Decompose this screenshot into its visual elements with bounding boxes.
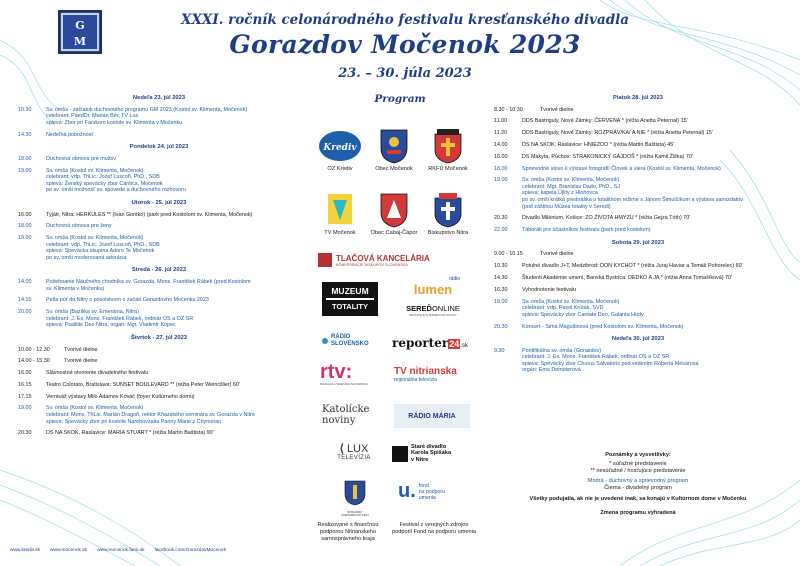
legend [494,452,782,517]
event-description: Nedeľná pobožnosť [46,131,94,138]
legend-black-note: Čierna - divadelný program [604,485,672,491]
event-description: Pontifikálna sv. omša (Gorazdov) celebrant: J. Ex. Mons. František Rábek, ordinár OS a OZ SR spieva: Spevácky zbor Chorus Salvatoris pod vedením Róberta Mésárosa orgán: Ema Demeterová [522,347,699,374]
event-description: Duchovná obnova pre ženy [46,223,112,230]
program-event [18,358,300,365]
radio-maria-title: RÁDIO MÁRIA [408,412,456,420]
lux-subtitle: TELEVÍZIA [337,455,371,461]
event-time: 10.30 [494,263,508,270]
festival-dates: 23. – 30. júla 2023 [338,66,472,81]
legend-star2: ** nesúťažné / hosťujúce predstavenie [590,468,686,474]
tk-kbs-subtitle: KONFERENCIE BISKUPOV SLOVENSKA [336,262,408,267]
program-event [494,287,782,294]
program-event [494,299,782,319]
event-time: 11.20 [494,130,508,137]
event-time: 17.15 [18,393,32,400]
partner-obec-cabaj-label: Obec Cabaj-Čápor [370,230,418,236]
event-time: 20.30 [494,323,508,330]
partner-biskupstvo [422,192,474,236]
legend-reserve: Zmena programu vyhradená [600,510,676,516]
program-event [494,142,782,149]
event-description: Sv. omša (Kostol sv. Klimenta, Močenok) celebrant: vdp. ThLic. Jozef Luscoň, PhD., SDB spieva: Spevácka skupina Adoro Te Močenok po sv. omši moderovaná adorácia [46,235,160,261]
event-description: Potulné divadlo J+T, Medzibrod: DON KYCHOT * (réžia Juraj Haviar a Tomáš Pohorelec) 60' [522,263,743,270]
event-description: Požehnanie Náučného chodníka sv. Gorazda, Mons. František Rábek (pred Kostolom sv. Klimenta v Močenku) [46,279,251,292]
day-heading: Nedeľa 23. júl 2023 [132,95,186,101]
program-event [494,251,782,258]
program-event [18,394,300,401]
event-time: 18.00 [494,298,508,305]
program-event [18,279,300,292]
event-description: Peša púť do Nitry s posolstvom o začatí Gorazdovho Močenku 2023 [46,297,209,304]
festival-title: Gorazdov Močenok 2023 [229,30,581,59]
program-event [494,154,782,161]
totality-title: TOTALITY [332,302,368,311]
program-event [494,118,782,125]
event-time: 20.30 [494,215,508,222]
event-description: Vyhodnotenie festivalu [522,286,577,293]
event-time: 16.15 [18,381,32,388]
fpu-line3: umenia [418,494,436,501]
event-description: Sv. omša - začiatok duchovného programu GM 2023 (Kostol sv. Klimenta, Močenok) celebrant: PaedDr. Marián Bér, TV Lux spieva: Zbor pri Farskom kostole sv. Klimenta v Močenku [46,106,248,126]
event-time: 10.00 - 12.30 [18,346,50,353]
program-event [494,227,782,234]
svg-text:M: M [73,35,87,48]
partner-tv-nitrianska [394,366,474,383]
event-time: 9.30 [494,347,505,354]
event-time: 19.00 [18,235,32,242]
event-time: 16.00 [18,211,32,218]
rkfu-coat-of-arms-icon [433,128,463,164]
program-event [494,130,782,137]
program-event [494,177,782,210]
legend-star1: * súťažné predstavenie [609,461,667,467]
partner-obec-mocenok-label: Obec Močenok [375,166,413,172]
program-event [494,107,782,114]
event-time: 9.00 - 10.15 [494,251,523,258]
footer-link[interactable]: www.krediv.sk [10,548,41,553]
program-heading: Program [374,93,426,105]
event-description: Sv. omša (Bazilika sv. Emeráma, Nitra) celebrant: J. Ex. Mons. František Rábek, ordinár OS a OZ SR spieva: Psalliite Deo Nitra, organ: Mgr. Vladimír Kopec [46,309,194,329]
partner-rkfu [422,128,474,172]
cabaj-coat-of-arms-icon [379,192,409,228]
biskupstvo-coat-of-arms-icon [433,192,463,228]
event-description: Tvorivé dielne [64,358,98,365]
program-event [18,168,300,194]
event-description: DDS Bastriguly, Nové Zámky: ROZPRÁV/KA/ A NIE * (réžia Anetta Peternal) 15' [522,130,713,137]
event-time: 16.00 [18,370,32,377]
program-event [18,370,300,377]
event-description: Sprievodné slovo k výstave fotografií Človek a viera (Kostol sv. Klimenta, Močenok) [522,165,721,172]
event-description: DS NA SKOK, Raslavice: HNIEZDO * (réžia Martin Baštista) 45' [522,141,675,148]
event-time: 18.00 [18,155,32,162]
program-event [18,235,300,261]
partner-biskupstvo-label: Biskupstvo Nitra [427,230,469,236]
lux-mark-icon: ⟨ [339,443,344,455]
event-description: Slávnostné otvorenie divadelného festivalu [46,370,149,377]
event-description: Tvorivé dielne [64,346,98,353]
partner-radio-slovensko [322,334,382,347]
reporter-title: reporter [392,336,449,350]
svg-text:Krediv: Krediv [323,143,357,153]
partner-rtvs [320,362,380,386]
sered-subtitle: NEZÁVISLÉ INTERNETOVÉ NOVINY [409,313,457,317]
footer-link[interactable]: facebook.com/GorazdovMocenok [154,548,227,553]
partner-oz-krediv [314,128,366,172]
program-event [494,324,782,331]
stare-divadlo-line1: Staré divadlo [411,444,447,450]
program-event [18,430,300,437]
partner-obec-cabaj [368,192,420,236]
partner-rkfu-label: RKFÚ Močenok [428,166,468,172]
lumen-title: lumen [413,282,453,297]
partner-tv-lux [330,442,378,461]
muzeum-title: MUZEUM [331,286,369,296]
program-event [18,132,300,139]
day-heading: Utorok - 25. júl 2023 [131,199,187,206]
partner-tv-mocenok [314,192,366,236]
day-heading: Sobota 29. júl 2023 [611,239,665,246]
legend-blue-note: Modrá - duchovný a sprievodný program [587,478,689,484]
event-description: Koncert - Sima Magušinová (pred Kostolom sv. Klimenta, Močenok) [522,323,684,330]
stare-divadlo-line3: v Nitre [411,456,429,463]
program-event [18,347,300,354]
legend-entry-note: Všetky podujatia, ak nie je uvedené inak, sa konajú v Kultúrnom dome v Močenku [529,496,747,502]
svg-text:G: G [75,19,85,32]
program-left-column [18,95,300,442]
rtvs-subtitle: ROZHLAS A TELEVÍZIA SLOVENSKA [320,382,368,386]
event-description: Divadlo Milénium, Košice: ZO ŽIVOTA HMYZU * (réžia Gejza Tóth) 70' [522,215,691,222]
katolicke-line2: noviny [322,415,356,426]
event-description: Sv. omša (Kostol sv. Klimenta, Močenok) celebrant: vdp. ThLic. Jozef Luscoň, PhD., SDB spieva: Ženský spevácky zbor Cantica, Močenok po sv. omši možnosť sv. spovede a duchovného rozhovoru [46,167,186,194]
event-description: Študenti Akadémie umení, Banská Bystrica: DEDKO A JA * (réžia Anna Tomašíková) 70' [522,274,733,281]
partner-tk-kbs [318,253,468,267]
event-time: 14.00 - 15.30 [18,358,50,365]
reporter-domain: .sk [460,343,468,349]
partner-katolicke-noviny [322,404,392,426]
event-time: 14.15 [18,297,32,304]
mocenok-coat-of-arms-icon [379,128,409,164]
day-heading: Pondelok 24. júl 2023 [129,144,189,151]
tvnitrianska-subtitle: regionálna televízia [394,377,438,383]
fpu-line2: na podporu [418,488,446,495]
event-time: 19.00 [18,167,32,174]
fpu-mark-icon: u. [398,480,416,502]
event-time: 16.30 [494,286,508,293]
event-time: 22.00 [494,227,508,234]
event-description: Sv. omša (Kostol sv. Klimenta, Močenok) celebrant: Mons. ThLic. Marián Dragoň, rektor Kňazského seminára sv. Gorazda v Nitre spieva: Spevácky zbor pri kostole Narebovzatia Panny Márie z Chynorian [46,405,255,425]
event-time: 14.00 [18,279,32,286]
festival-edition-line: XXXI. ročník celonárodného festivalu kresťanského divadla [180,12,630,28]
legend-title: Poznámky a vysvetlivky: [605,452,671,458]
day-heading: Štvrtok - 27. júl 2023 [130,334,188,341]
event-description: Tvorivé dielne [540,106,574,113]
katolicke-line1: Katolícke [322,404,370,415]
event-description: Táborák pre účastníkov festivalu (park pred kostolom) [522,227,651,234]
day-heading: Piatok 28. júl 2023 [613,95,663,101]
lux-title: LUX [346,442,369,455]
festival-logo [58,10,102,54]
funding-fpu: Festival z verejných zdrojov podporil Fond na podporu umenia [392,522,476,535]
event-time: 14.00 [494,141,508,148]
event-description: Tyjátr, Nitra: HERKULES ** (Ivan Gontko) (park pred Kostolom sv. Klimenta, Močenok) [46,211,253,218]
nsk-coat-of-arms-icon [344,480,366,506]
tk-kbs-title: TLAČOVÁ KANCELÁRIA [336,253,430,263]
partner-sered-online [398,304,468,317]
event-time: 20.00 [18,309,32,316]
partner-radio-maria [394,404,470,428]
event-time: 11.00 [494,118,508,125]
sered-title: SEREĎ [406,304,432,313]
day-heading: Streda - 26. júl 2023 [131,267,187,274]
program-event [18,309,300,329]
event-description: Tvorivé dielne [540,251,574,258]
footer-link[interactable]: www.mocenok.farsi.sk [97,548,145,553]
partner-muzeum-totality [322,282,378,316]
program-event [494,166,782,173]
day-heading: Nedeľa 30. júl 2023 [611,336,665,343]
program-event [18,156,300,163]
event-description: Sv. omša (Kostol sv. Klimenta, Močenok) celebrant: Mgr. Branislav Dado, PhD., SJ spieva: kapela Újlity z Hlohovca po sv. omši krátka prednáška o totalitnom režime s Jánom Šimulčíkom a výstava samizdatov (pod záštitou Múzea totality v Seredi) [522,177,743,210]
event-time: 19.00 [18,405,32,412]
partner-tv-mocenok-label: TV Močenok [324,230,356,236]
rtvs-title: rtv: [320,361,353,383]
event-description: Teatro Colorato, Bratislava: SUNSET BOULEVARD ** (réžia Peter Weincillier) 60' [46,381,240,388]
event-description: DDS Bastriguly, Nové Zámky: ČERVENÁ * (réžia Anetta Peternal) 15' [522,118,688,125]
lumen-top: rádio [448,276,460,282]
event-description: DS NA SKOK, Raslavice: MARIA STUART * (réžia Martin Baštista) 90' [46,430,214,437]
partner-radio-lumen [398,276,468,297]
event-description: Sv. omša (Kostol sv. Klimenta, Močenok) celebrant: vdp. Pavol Kruták, SVD spieva: Spevácky zbor Cantate Deo, Galanta Hody [522,298,644,318]
partner-oz-krediv-label: OZ Krediv [327,166,353,172]
program-event [494,275,782,282]
program-event [18,223,300,230]
program-event [494,348,782,374]
partner-stare-divadlo [392,444,482,463]
event-description: Vernisáž výstavy Milo Adamov Kováč (foyer Kultúrneho domu) [46,393,195,400]
radio-slovensko-line2: SLOVENSKO [331,340,369,347]
program-event [18,212,300,219]
event-time: 14.30 [18,131,32,138]
footer-links [10,548,236,553]
event-time: 16.00 [494,153,508,160]
event-time: 10.30 [18,106,32,113]
event-description: DS Makyta, Púchov: STRAKONICKÝ GAJDOŠ * (réžia Kamil Žiška) 70' [522,153,693,160]
partner-fpu [398,480,468,503]
program-right-column [494,95,782,379]
partner-obec-mocenok [368,128,420,172]
tv-mocenok-logo-icon [325,192,355,228]
funding-nsk: Realizované s finančnou podporou Nitrianskeho samosprávneho kraja [317,522,379,542]
program-event [18,297,300,304]
program-event [18,405,300,425]
sered-online: ONLINE [431,304,460,313]
event-time: 18.00 [18,223,32,230]
stare-divadlo-line2: Karola Spišáka [411,450,452,457]
event-time: 18.00 [494,165,508,172]
event-time: 8.30 - 10.30 [494,106,523,113]
event-time: 14.30 [494,274,508,281]
partner-nsk [340,480,370,517]
krediv-logo-icon [317,128,363,164]
reporter-number: 24 [449,339,460,349]
program-event [18,107,300,127]
program-event [18,382,300,389]
nsk-subtitle: NITRIANSKY SAMOSPRÁVNY KRAJ [341,511,369,517]
fpu-line1: fond [418,482,429,489]
program-event [494,263,782,270]
tvnitrianska-title: TV nitrianska [394,366,457,377]
program-event [494,215,782,222]
footer-link[interactable]: www.mocenok.sk [50,548,88,553]
partner-reporter24 [392,334,472,352]
radio-slovensko-line1: RÁDIO [331,334,351,340]
event-time: 20.30 [18,430,32,437]
event-time: 19.00 [494,177,508,184]
event-description: Duchovná obnova pre mužov [46,155,117,162]
